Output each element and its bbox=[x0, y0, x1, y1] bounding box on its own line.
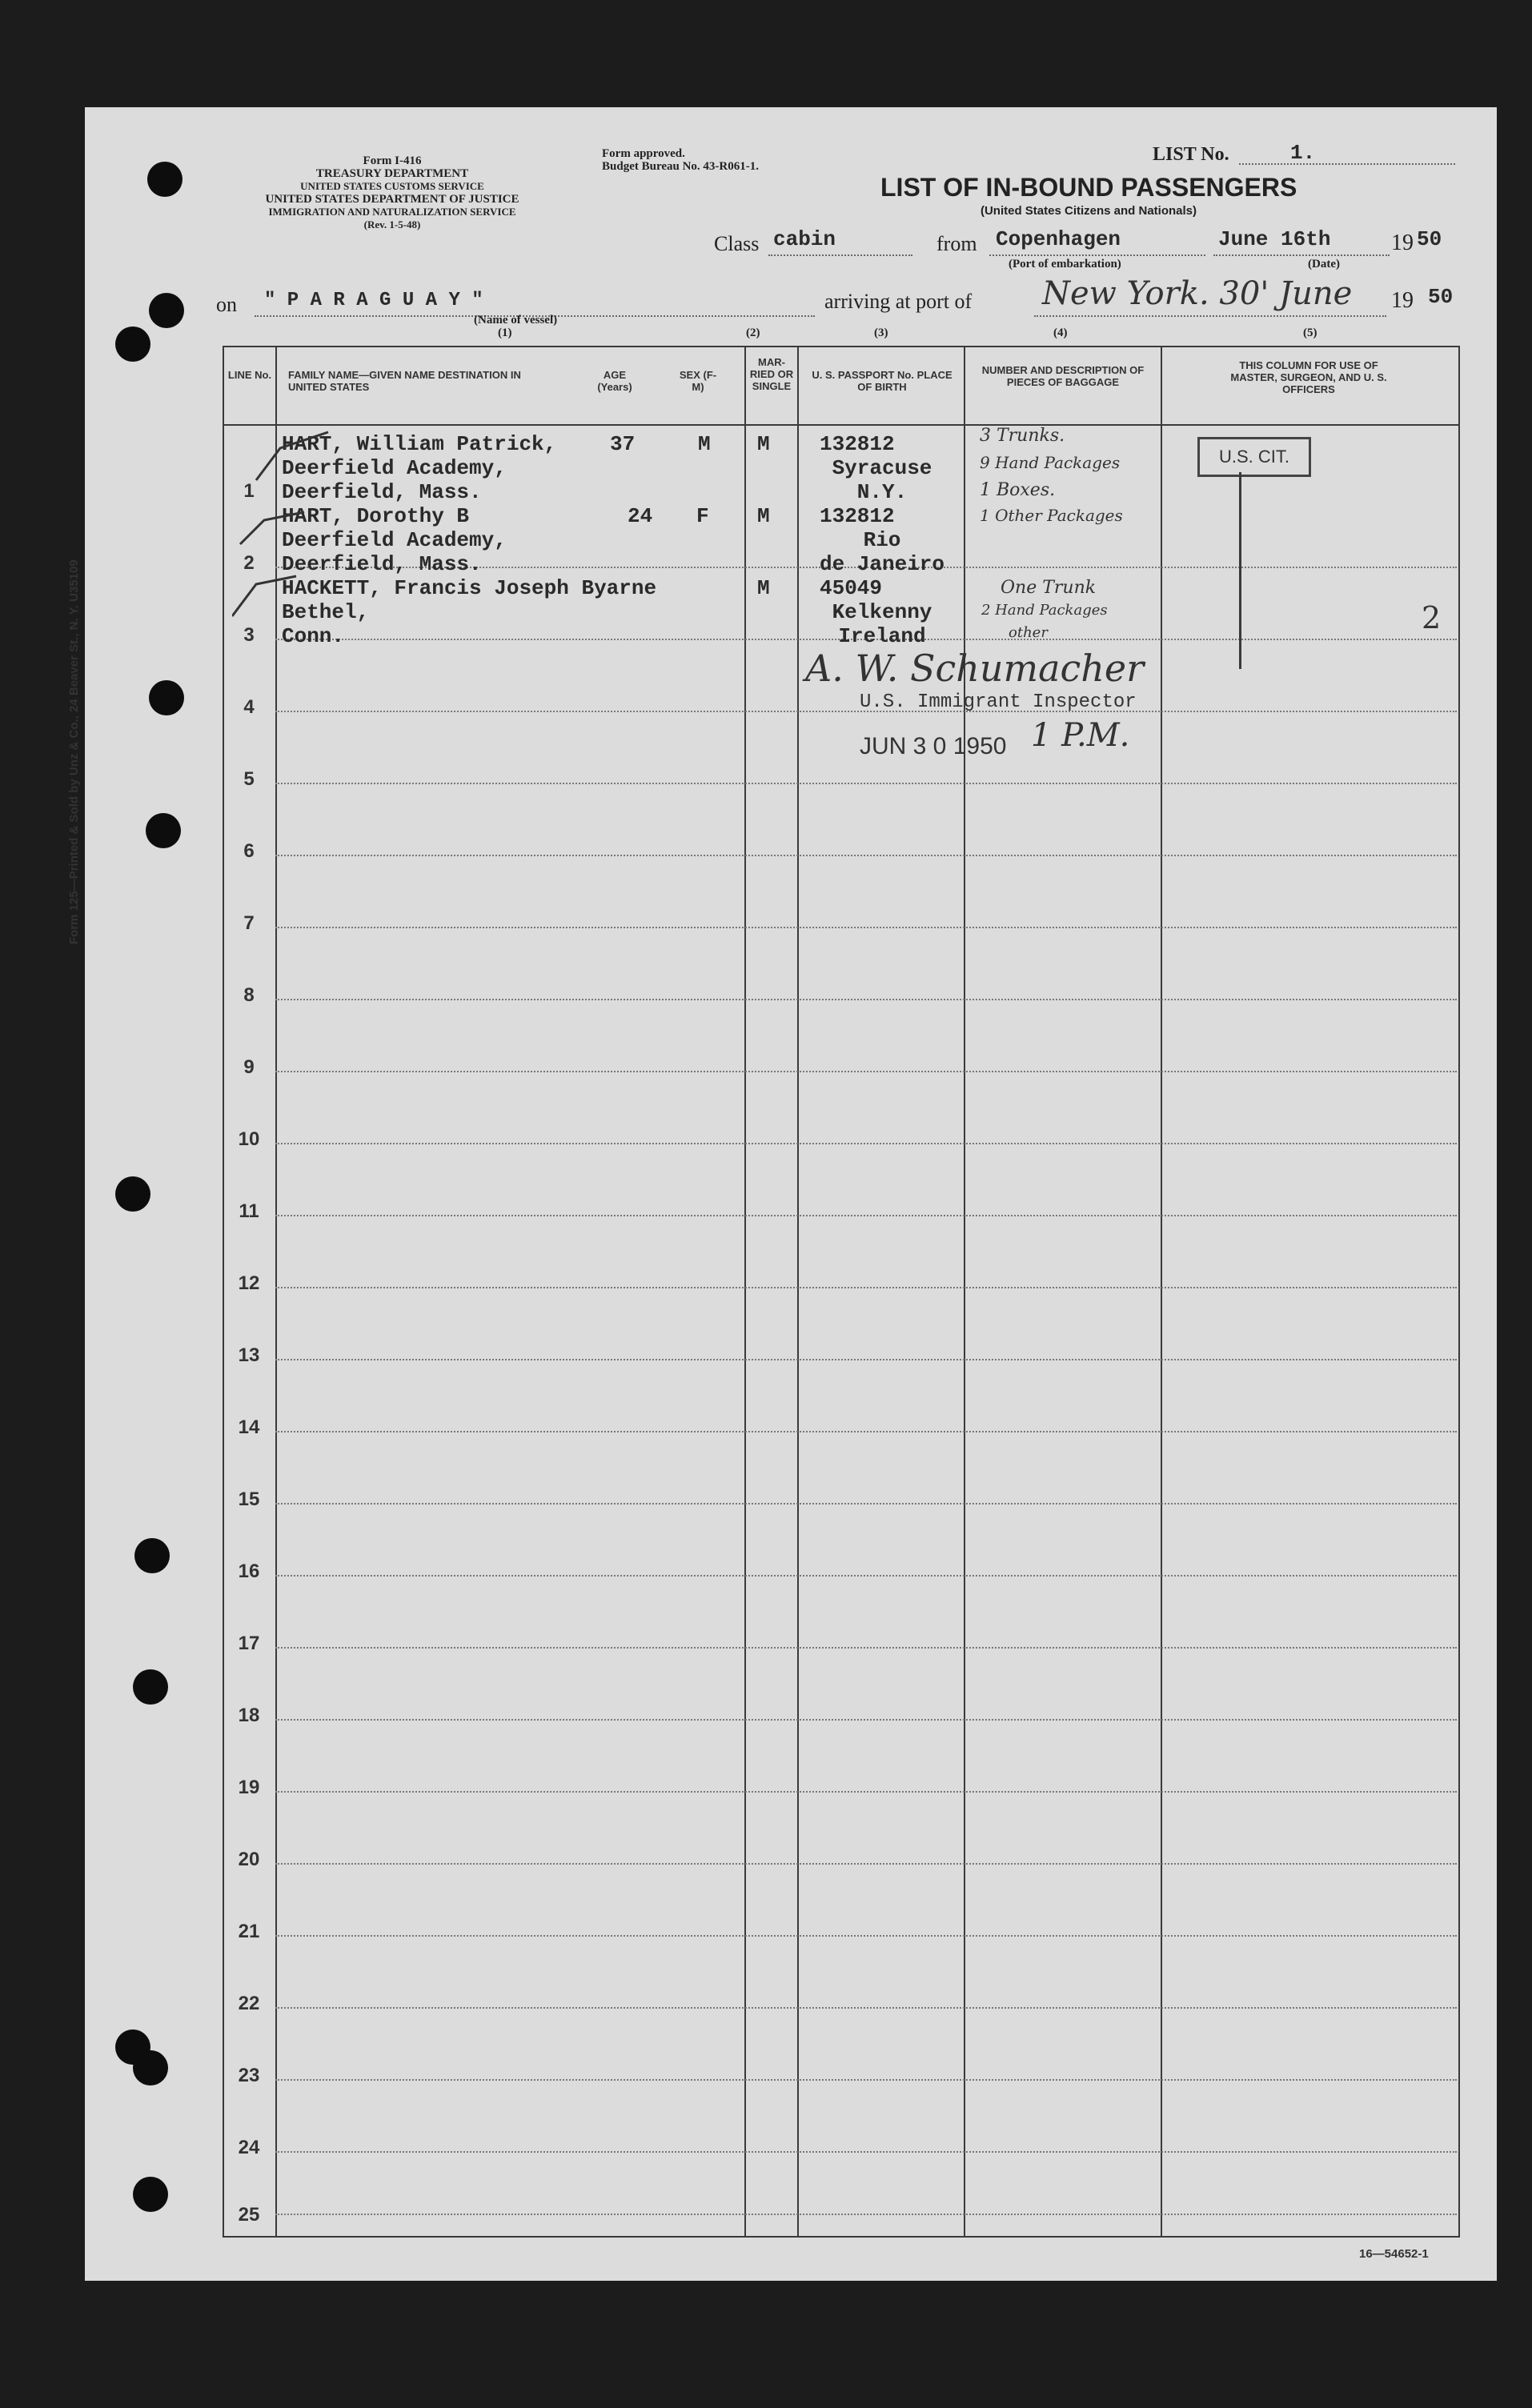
class-label: Class bbox=[714, 232, 760, 255]
passenger-destination: Deerfield Academy, bbox=[282, 528, 507, 552]
row-separator bbox=[275, 2214, 1457, 2215]
line-number: 7 bbox=[243, 912, 255, 934]
header-age: AGE (Years) bbox=[597, 369, 632, 393]
line-number: 3 bbox=[243, 624, 255, 646]
table-left-border bbox=[223, 346, 224, 2238]
table-top-border bbox=[223, 346, 1460, 347]
justice-heading: UNITED STATES DEPARTMENT OF JUSTICE bbox=[265, 193, 519, 206]
punch-hole bbox=[149, 680, 184, 715]
row-separator bbox=[275, 1719, 1457, 1721]
from-label: from bbox=[936, 232, 977, 255]
baggage-entry: 3 Trunks. bbox=[980, 426, 1065, 446]
punch-hole bbox=[133, 1669, 168, 1705]
passenger-age: 37 bbox=[610, 432, 636, 456]
line-number: 19 bbox=[238, 1777, 260, 1798]
birth-place: Kelkenny bbox=[832, 600, 932, 624]
line-number: 12 bbox=[238, 1272, 260, 1294]
punch-hole bbox=[115, 327, 150, 362]
arrival-line bbox=[1034, 315, 1386, 317]
list-number-label: LIST No. bbox=[1153, 144, 1229, 165]
line-number: 4 bbox=[243, 696, 255, 718]
line-number: 14 bbox=[238, 1416, 260, 1438]
from-line bbox=[989, 254, 1205, 256]
arrival-year-prefix: 19 bbox=[1391, 288, 1414, 313]
from-value: Copenhagen bbox=[996, 227, 1121, 251]
line-number: 17 bbox=[238, 1633, 260, 1654]
header-passport: U. S. PASSPORT No. PLACE OF BIRTH bbox=[812, 369, 952, 393]
date-caption: (Date) bbox=[1308, 258, 1340, 270]
baggage-entry: 2 Hand Packages bbox=[981, 602, 1108, 619]
row-separator bbox=[275, 1575, 1457, 1577]
line-number: 2 bbox=[243, 552, 255, 574]
row-separator bbox=[275, 1431, 1457, 1432]
baggage-entry: One Trunk bbox=[1001, 578, 1097, 598]
birth-place: N.Y. bbox=[856, 480, 908, 504]
row-separator bbox=[275, 2151, 1457, 2153]
punch-hole bbox=[147, 162, 182, 197]
arrival-year: 50 bbox=[1428, 285, 1454, 309]
line-number: 13 bbox=[238, 1344, 260, 1366]
row-separator bbox=[275, 1935, 1457, 1937]
baggage-entry: other bbox=[1009, 624, 1048, 641]
passport-number: 132812 bbox=[820, 432, 895, 456]
class-line bbox=[768, 254, 912, 256]
budget-bureau: Budget Bureau No. 43-R061-1. bbox=[602, 160, 759, 173]
col-divider bbox=[964, 346, 965, 2238]
passenger-name: HART, William Patrick, bbox=[282, 432, 557, 456]
passenger-destination: Conn. bbox=[282, 624, 345, 648]
passenger-destination: Deerfield Academy, bbox=[282, 456, 507, 480]
page-subtitle: (United States Citizens and Nationals) bbox=[980, 204, 1197, 218]
punch-hole bbox=[115, 1176, 150, 1212]
row-separator bbox=[275, 2007, 1457, 2009]
passenger-sex: M bbox=[698, 432, 711, 456]
footer-code: 16—54652-1 bbox=[1359, 2247, 1429, 2261]
birth-place: de Janeiro bbox=[819, 552, 945, 576]
punch-hole bbox=[133, 2177, 168, 2212]
line-number: 24 bbox=[238, 2137, 260, 2158]
header-sex: SEX (F-M) bbox=[679, 369, 717, 393]
line-number: 20 bbox=[238, 1849, 260, 1870]
line-number: 10 bbox=[238, 1128, 260, 1150]
revision-note: (Rev. 1-5-48) bbox=[363, 218, 421, 230]
us-citizen-stamp: U.S. CIT. bbox=[1197, 437, 1311, 477]
row-separator bbox=[275, 1071, 1457, 1072]
ins-heading: IMMIGRATION AND NATURALIZATION SERVICE bbox=[268, 206, 516, 218]
col-num-5: (5) bbox=[1303, 327, 1317, 339]
col-num-1: (1) bbox=[498, 327, 512, 339]
passenger-married: M bbox=[757, 432, 770, 456]
row-separator bbox=[275, 1647, 1457, 1649]
punch-hole bbox=[134, 1538, 170, 1573]
punch-hole bbox=[146, 813, 181, 848]
list-number-line bbox=[1239, 163, 1455, 165]
row-separator bbox=[275, 1143, 1457, 1144]
form-approved: Form approved. bbox=[602, 147, 685, 160]
year-prefix: 19 bbox=[1391, 230, 1414, 255]
printer-imprint: Form 125—Printed & Sold by Unz & Co., 24 Beaver St., N. Y. U35109 bbox=[67, 559, 81, 944]
row-separator bbox=[275, 783, 1457, 784]
passenger-name: HACKETT, Francis Joseph Byarne bbox=[282, 576, 657, 600]
table-right-border bbox=[1458, 346, 1460, 2238]
arrival-port: New York. 30' June bbox=[1042, 275, 1353, 312]
page-title: LIST OF IN-BOUND PASSENGERS bbox=[880, 173, 1297, 202]
row-separator bbox=[275, 855, 1457, 856]
row-separator bbox=[275, 1359, 1457, 1360]
col-divider bbox=[275, 346, 277, 2238]
passenger-married: M bbox=[757, 576, 770, 600]
col-num-4: (4) bbox=[1053, 327, 1068, 339]
header-name: FAMILY NAME—GIVEN NAME DESTINATION IN UNITED STATES bbox=[288, 369, 521, 393]
passenger-name: HART, Dorothy B bbox=[282, 504, 470, 528]
line-number: 22 bbox=[238, 1993, 260, 2014]
date-line bbox=[1213, 254, 1390, 256]
header-officers: THIS COLUMN FOR USE OF MASTER, SURGEON, AND U. S. OFFICERS bbox=[1230, 359, 1387, 395]
header-baggage: NUMBER AND DESCRIPTION OF PIECES OF BAGGAGE bbox=[981, 364, 1145, 388]
check-marks bbox=[232, 416, 352, 624]
passenger-destination: Deerfield, Mass. bbox=[282, 480, 482, 504]
line-number: 23 bbox=[238, 2065, 260, 2086]
birth-place: Ireland bbox=[838, 624, 926, 648]
treasury-heading: TREASURY DEPARTMENT bbox=[315, 167, 469, 180]
passenger-destination: Bethel, bbox=[282, 600, 370, 624]
stamp-bracket-line bbox=[1239, 472, 1241, 669]
birth-place: Rio bbox=[863, 528, 901, 552]
baggage-entry: 1 Boxes. bbox=[980, 480, 1056, 500]
customs-heading: UNITED STATES CUSTOMS SERVICE bbox=[300, 180, 484, 192]
line-number: 25 bbox=[238, 2204, 260, 2226]
line-number: 18 bbox=[238, 1705, 260, 1726]
row-separator bbox=[275, 1791, 1457, 1793]
list-number-value: 1. bbox=[1290, 141, 1316, 165]
row-separator bbox=[275, 927, 1457, 928]
col-num-2: (2) bbox=[746, 327, 760, 339]
line-number: 9 bbox=[243, 1056, 255, 1078]
table-header-border bbox=[223, 424, 1460, 426]
row-separator bbox=[275, 1863, 1457, 1865]
passport-number: 45049 bbox=[820, 576, 883, 600]
line-number: 5 bbox=[243, 768, 255, 790]
date-stamp: JUN 3 0 1950 bbox=[860, 733, 1007, 759]
passenger-destination: Deerfield, Mass. bbox=[282, 552, 482, 576]
class-value: cabin bbox=[773, 227, 836, 251]
inspector-signature: A. W. Schumacher bbox=[805, 647, 1145, 690]
row-separator bbox=[275, 1215, 1457, 1216]
baggage-entry: 9 Hand Packages bbox=[980, 453, 1121, 472]
col-divider bbox=[744, 346, 746, 2238]
col-num-3: (3) bbox=[874, 327, 888, 339]
punch-hole bbox=[149, 293, 184, 328]
time-note: 1 P.M. bbox=[1031, 717, 1130, 754]
passenger-married: M bbox=[757, 504, 770, 528]
inspector-title: U.S. Immigrant Inspector bbox=[860, 691, 1137, 713]
col-divider bbox=[1161, 346, 1162, 2238]
arriving-label: arriving at port of bbox=[824, 290, 973, 313]
vessel-caption: (Name of vessel) bbox=[474, 314, 558, 327]
form-number: Form I-416 bbox=[363, 154, 422, 167]
year-value: 50 bbox=[1417, 227, 1442, 251]
header-line-no: LINE No. bbox=[227, 369, 272, 381]
table-bottom-border bbox=[223, 2236, 1460, 2238]
vessel-value: " P A R A G U A Y " bbox=[264, 290, 483, 311]
passenger-sex: F bbox=[696, 504, 709, 528]
row-separator bbox=[275, 999, 1457, 1000]
line-number: 8 bbox=[243, 984, 255, 1006]
row-separator bbox=[275, 1287, 1457, 1288]
row-separator bbox=[275, 2079, 1457, 2081]
port-caption: (Port of embarkation) bbox=[1009, 258, 1121, 270]
passenger-age: 24 bbox=[628, 504, 653, 528]
row-separator bbox=[275, 1503, 1457, 1504]
col-divider bbox=[797, 346, 799, 2238]
passport-number: 132812 bbox=[820, 504, 895, 528]
line-number: 1 bbox=[243, 480, 255, 502]
vessel-on-label: on bbox=[216, 293, 237, 316]
line-number: 15 bbox=[238, 1488, 260, 1510]
baggage-entry: 1 Other Packages bbox=[980, 506, 1123, 525]
header-married: MAR-RIED OR SINGLE bbox=[749, 356, 794, 392]
line-number: 16 bbox=[238, 1561, 260, 1582]
punch-hole bbox=[133, 2050, 168, 2085]
birth-place: Syracuse bbox=[832, 456, 932, 480]
count-mark: 2 bbox=[1422, 600, 1442, 635]
line-number: 11 bbox=[239, 1200, 259, 1222]
date-value: June 16th bbox=[1218, 227, 1331, 251]
line-number: 21 bbox=[238, 1921, 260, 1942]
line-number: 6 bbox=[243, 840, 255, 862]
